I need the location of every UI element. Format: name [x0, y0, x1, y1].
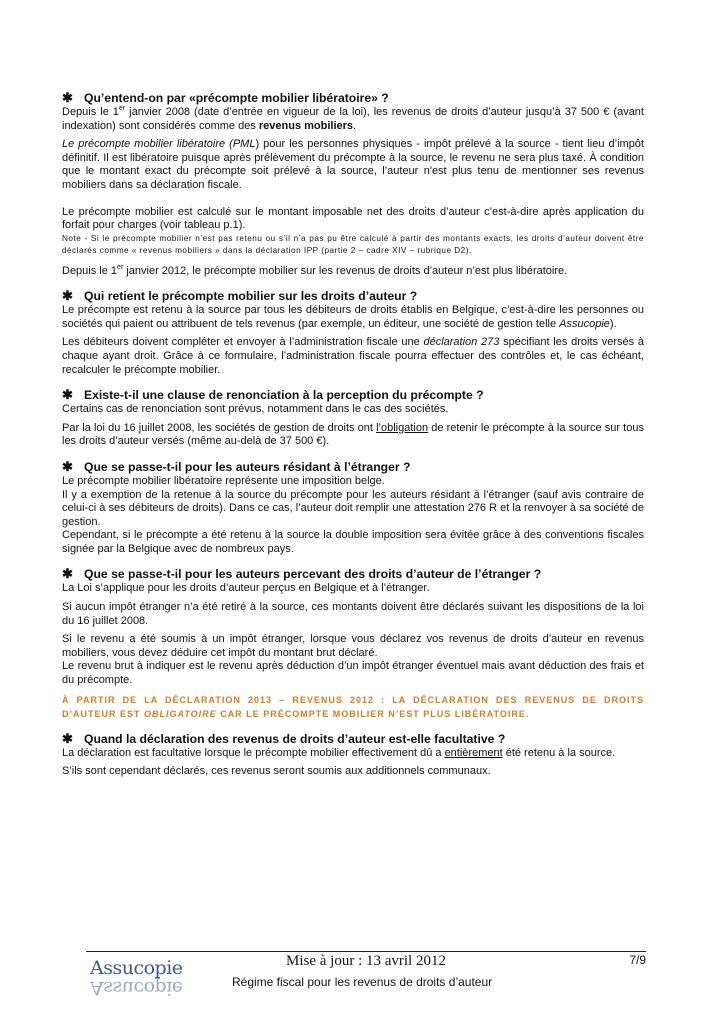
section-residents-etranger [62, 459, 644, 557]
question-heading [62, 459, 644, 475]
note: Note - Si le précompte mobilier n’est pas retenu ou s’il n’a pas pu être calculé à partir des montants exacts, les droits d’auteur doivent être déclarés comme « revenus mobiliers » dans la déclaration IPP (partie 2 – cadre XIV – rubrique D2). [62, 233, 644, 256]
section-pml [62, 90, 644, 278]
footer-divider [86, 951, 646, 952]
paragraph: Cependant, si le précompte a été retenu à la source la double imposition sera évitée grâce à des conventions fiscales signée par la Belgique avec de nombreux pays. [62, 529, 644, 555]
question-heading [62, 731, 644, 747]
assucopie-logo: Assucopie Assucopie [90, 957, 183, 999]
question-text: Quand la déclaration des revenus de droits d’auteur est-elle facultative ? [84, 731, 506, 746]
section-renonciation [62, 387, 644, 449]
paragraph: Le précompte mobilier libératoire (PML) pour les personnes physiques - impôt prélevé à la source - tient lieu d’impôt définitif. Il est libératoire puisque après prélèvement du précompte à la source, le revenu ne sera plus taxé. À condition que le montant exact du précompte soit prélevé à la source, l’auteur n'est plus tenu de mentionner ses revenus mobiliers dans sa déclaration fiscale. [62, 138, 644, 191]
page-number: 7/9 [629, 953, 646, 967]
asterisk-icon: ✱ [62, 288, 73, 304]
asterisk-icon: ✱ [62, 90, 73, 105]
section-retention [62, 288, 644, 377]
update-date: Mise à jour : 13 avril 2012 [286, 953, 446, 969]
question-text: Qui retient le précompte mobilier sur les droits d’auteur ? [84, 289, 418, 304]
paragraph: Le précompte mobilier est calculé sur le montant imposable net des droits d’auteur c’est-à-dire après application du forfait pour charges (voir tableau p.1). [62, 205, 644, 232]
paragraph: Les débiteurs doivent compléter et envoyer à l’administration fiscale une déclaration 273 spécifiant les droits versés à chaque ayant droit. Grâce à ce formulaire, l’administration fiscale pourra effectuer des contrôles et, le cas échéant, recalculer le précompte mobilier. [62, 336, 644, 376]
paragraph: Par la loi du 16 juillet 2008, les sociétés de gestion de droits ont l’obligation de retenir le précompte à la source sur tous les droits d’auteur versés (même au-delà de 37 500 €). [62, 421, 644, 448]
paragraph: S’ils sont cependant déclarés, ces revenus seront soumis aux additionnels communaux. [62, 765, 491, 778]
paragraph: Depuis le 1er janvier 2008 (date d’entrée en vigueur de la loi), les revenus de droits d’auteur jusqu’à 37 500 € (avant indexation) sont considérés comme des revenus mobiliers. [62, 105, 644, 132]
paragraph: Le précompte est retenu à la source par tous les débiteurs de droits établis en Belgique, c’est-à-dire les personnes ou sociétés qui paient ou attribuent de tels revenus (par exemple, un éditeur, une société de gestion telle Assucopie). [62, 304, 644, 330]
paragraph: La déclaration est facultative lorsque le précompte mobilier effectivement dû a entièrement été retenu à la source. [62, 746, 616, 759]
question-text: Que se passe-t-il pour les auteurs résidant à l’étranger ? [84, 459, 411, 474]
paragraph: Depuis le 1er janvier 2012, le précompte mobilier sur les revenus de droits d’auteur n’est plus libératoire. [62, 263, 568, 277]
section-droits-etranger [62, 566, 644, 720]
question-heading [62, 90, 644, 106]
question-text: Existe-t-il une clause de renonciation à la perception du précompte ? [84, 388, 484, 403]
question-text: Que se passe-t-il pour les auteurs percevant des droits d’auteur de l’étranger ? [84, 567, 542, 582]
document-body [62, 90, 644, 784]
question-text: Qu’entend-on par «précompte mobilier libératoire» ? [84, 91, 389, 105]
question-heading [62, 288, 644, 304]
asterisk-icon: ✱ [62, 458, 73, 474]
question-heading [62, 387, 644, 403]
paragraph: Si le revenu a été soumis à un impôt étranger, lorsque vous déclarez vos revenus de droits d’auteur en revenus mobiliers, vous devez déduire cet impôt du montant brut déclaré. [62, 633, 644, 659]
paragraph: Le précompte mobilier libératoire représente une imposition belge. [62, 474, 385, 487]
page-footer [86, 951, 646, 999]
paragraph: Le revenu brut à indiquer est le revenu après déduction d’un impôt étranger éventuel mais avant déduction des frais et du précompte. [62, 660, 644, 687]
paragraph: Certains cas de renonciation sont prévus, notamment dans le cas des sociétés. [62, 403, 449, 416]
asterisk-icon: ✱ [62, 387, 73, 403]
section-facultative [62, 731, 644, 779]
question-heading [62, 566, 644, 582]
footer-subtitle: Régime fiscal pour les revenus de droits d’auteur [232, 975, 493, 989]
asterisk-icon: ✱ [62, 566, 73, 582]
asterisk-icon: ✱ [62, 730, 73, 746]
notice-obligatoire: À PARTIR DE LA DÉCLARATION 2013 – REVENUS 2012 : LA DÉCLARATION DES REVENUS DE DROITS D’AUTEUR EST OBLIGATOIRE CAR LE PRÉCOMPTE MOBILIER N’EST PLUS LIBÉRATOIRE. [62, 694, 644, 719]
paragraph: Si aucun impôt étranger n’a été retiré à la source, ces montants doivent être déclarés suivant les dispositions de la loi du 16 juillet 2008. [62, 601, 644, 627]
paragraph: La Loi s’applique pour les droits d’auteur perçus en Belgique et à l’étranger. [62, 582, 430, 595]
paragraph: Il y a exemption de la retenue à la source du précompte pour les auteurs résidant à l’étranger (sauf avis contraire de celui-ci à ses débiteurs de droits). Dans ce cas, l’auteur doit remplir une attestation 276 R et la renvoyer à sa société de gestion. [62, 488, 644, 528]
